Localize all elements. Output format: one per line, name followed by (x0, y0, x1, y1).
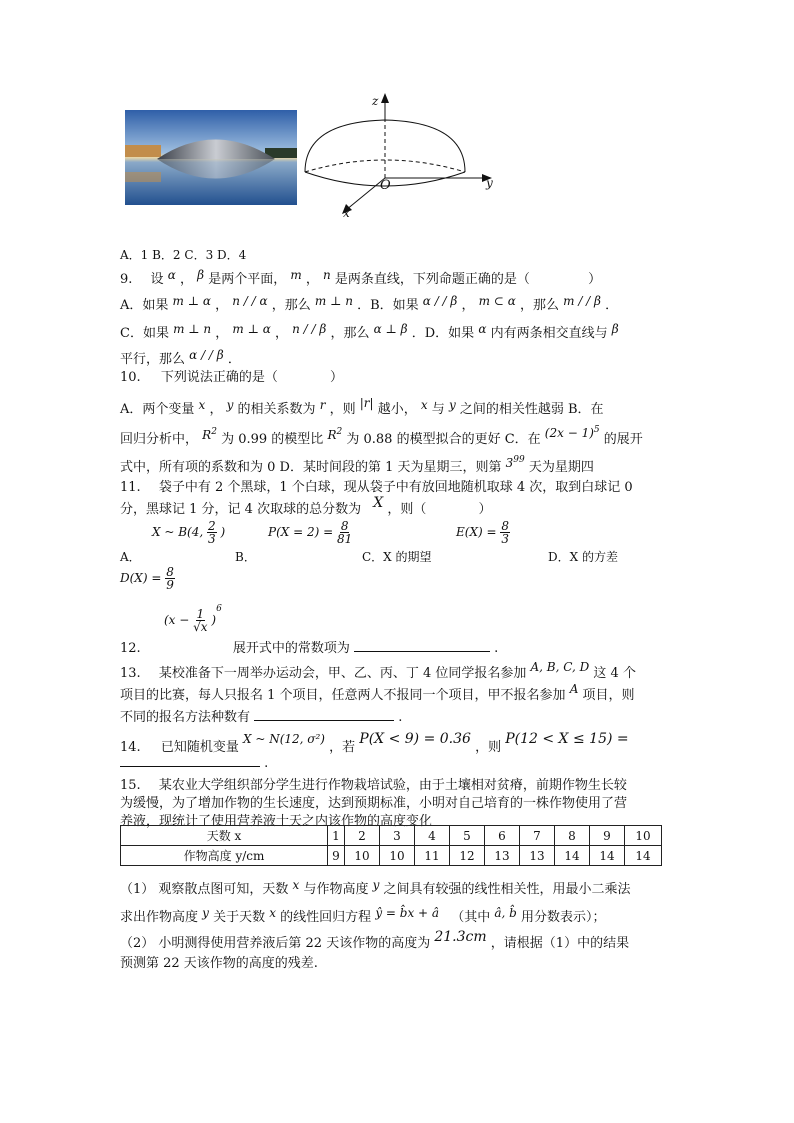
q11-option-d-label: D．X 的方差 (548, 550, 618, 564)
q9-options-cd: C．如果 m ⊥ n ， m ⊥ α ， n / / β ，那么 α ⊥ β ．D．如果 α 内有两条相交直线与 β (120, 322, 619, 341)
table-row: 作物高度 y/cm 9 10 10 11 12 13 13 14 14 14 (121, 846, 662, 866)
q10-line2: 回归分析中， $R^2$ 为 0.99 的模型比 $R^2$ 为 0.88 的模型拟合的更好 C．在 $(2x - 1)^5$ 的展开 (120, 425, 643, 447)
q13-line1: 13. 某校准备下一周举办运动会，甲、乙、丙、丁 4 位同学报名参加 A, B, C, D 这 4 个 (120, 660, 636, 681)
q10-line3: 式中，所有项的系数和为 0 D．某时间段的第 1 天为星期三，则第 $3^{99}$ 天为星期四 (120, 455, 594, 475)
row-label-height: 作物高度 y/cm (121, 846, 328, 866)
half-ellipsoid-diagram (300, 90, 510, 225)
q15-line3: 养液，现统计了使用营养液十天之内该作物的高度变化 (120, 814, 433, 829)
axis-z-label: z (372, 94, 379, 108)
q11-option-b-label: B． (235, 550, 256, 564)
q11-option-c-label: C．X 的期望 (362, 550, 432, 564)
q13-answer-blank[interactable] (254, 708, 394, 721)
q14-answer-line: . (120, 754, 268, 771)
q15-line1: 15. 某农业大学组织部分学生进行作物栽培试验，由于土壤相对贫瘠，前期作物生长较 (120, 778, 627, 793)
growth-data-table (120, 825, 662, 866)
q15-part1-line1: （1） 观察散点图可知，天数 x 与作物高度 y 之间具有较强的线性相关性，用最小二乘法 (120, 878, 631, 897)
q13-line2: 项目的比赛，每人只报名 1 个项目，任意两人不报同一个项目，甲不报名参加 A 项目，则 (120, 682, 635, 703)
q9-stem: 9. 设 α ， β 是两个平面， m ， n 是两条直线，下列命题正确的是（ ） (120, 268, 602, 287)
axis-x-label: x (343, 206, 350, 220)
q14-answer-blank[interactable] (120, 754, 260, 767)
q12-expression: (x − $\frac{1}{√x}$ )$^6$ (164, 604, 222, 634)
q8-options: A．1 B．2 C．3 D．4 (120, 248, 247, 262)
q11-line1: 11. 袋子中有 2 个黑球，1 个白球，现从袋子中有放回地随机取球 4 次，取到白球记 0 (120, 480, 633, 495)
q11-option-a-expr: X ~ B(4, $\frac{2}{3}$ ) (152, 519, 226, 546)
q15-part2-line1: （2） 小明测得使用营养液后第 22 天该作物的高度为 21.3cm ，请根据（1）中的结果 (120, 929, 630, 951)
q15-part1-line2: 求出作物高度 y 关于天数 x 的线性回归方程 ŷ = b̂x + â （其中 â, b̂ 用分数表示）； (120, 906, 606, 925)
q9-options-ab: A．如果 m ⊥ α ， n / / α ，那么 m ⊥ n ．B．如果 α / / β ， m ⊂ α ，那么 m / / β ． (120, 294, 619, 313)
row-label-days: 天数 x (121, 826, 328, 846)
q14-stem: 14. 已知随机变量 X ~ N(12, σ²) ，若 P(X < 9) = 0.36 ，则 P(12 < X ≤ 15) = (120, 731, 629, 755)
q11-option-a-label: A． (120, 550, 141, 564)
opera-house-photo (125, 110, 297, 205)
q11-option-c-expr: E(X) = $\frac{8}{3}$ (456, 519, 510, 546)
q12-stem: 12. 展开式中的常数项为 . (120, 641, 499, 656)
table-row: 天数 x 1 2 3 4 5 6 7 8 9 10 (121, 826, 662, 846)
q15-part2-line2: 预测第 22 天该作物的高度的残差. (120, 956, 318, 971)
axis-y-label: y (486, 176, 493, 190)
q12-answer-blank[interactable] (354, 639, 490, 652)
q13-line3: 不同的报名方法种数有 . (120, 710, 403, 725)
q10-stem: 10. 下列说法正确的是（ ） (120, 370, 343, 385)
origin-label: O (380, 178, 391, 193)
q11-option-d-expr: D(X) = $\frac{8}{9}$ (120, 565, 174, 592)
q11-line2: 分，黑球记 1 分，记 4 次取球的总分数为 X ，则（ ） (120, 495, 492, 517)
q9-options-d-line2: 平行，那么 α / / β ． (120, 348, 241, 367)
q10-line1: A．两个变量 x ， y 的相关系数为 r ，则 |r| 越小， x 与 y 之间的相关性越弱 B．在 (120, 396, 604, 417)
q15-line2: 为缓慢，为了增加作物的生长速度，达到预期标准，小明对自己培育的一株作物使用了营 (120, 796, 628, 811)
q11-option-b-expr: P(X = 2) = $\frac{8}{81}$ (268, 519, 353, 546)
